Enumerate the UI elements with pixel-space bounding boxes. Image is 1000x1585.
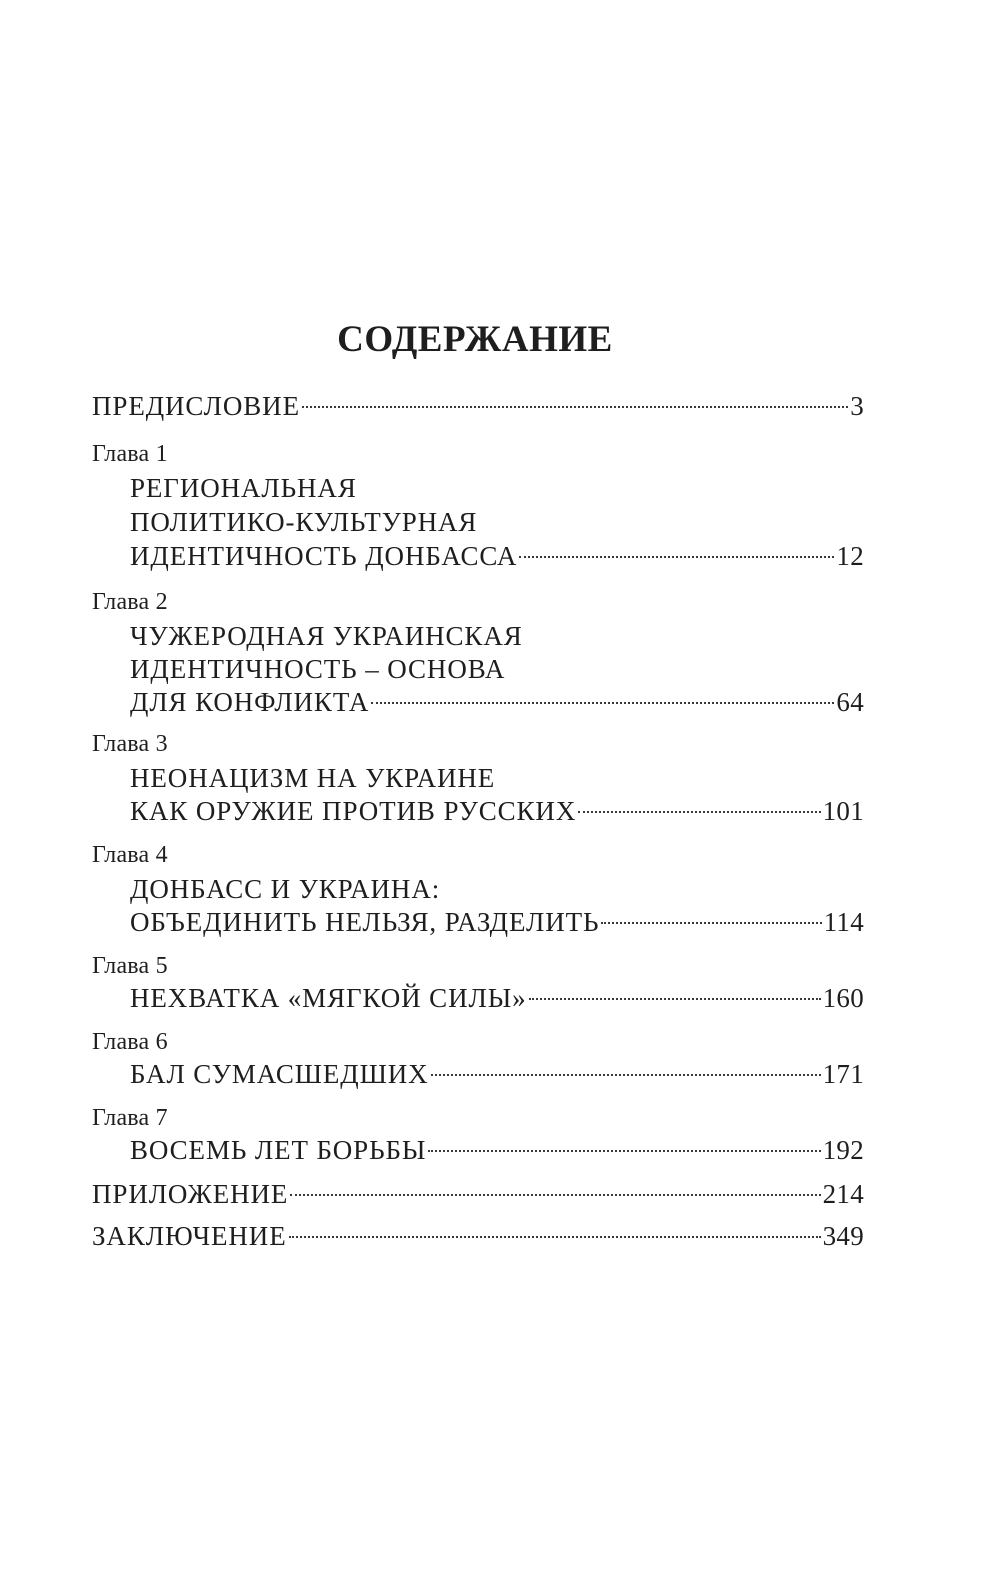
- toc-entry-title: ЧУЖЕРОДНАЯ УКРАИНСКАЯ: [130, 621, 523, 651]
- toc-entry-title: ИДЕНТИЧНОСТЬ – ОСНОВА: [130, 654, 506, 684]
- toc-entry-title: ПРИЛОЖЕНИЕ: [92, 1179, 289, 1209]
- toc-page-number: 101: [822, 796, 864, 826]
- chapter-label-text: Глава 6: [92, 1029, 168, 1055]
- toc-entry-title: ИДЕНТИЧНОСТЬ ДОНБАССА: [130, 541, 518, 571]
- toc-page-number: 64: [836, 687, 864, 717]
- toc-page-number: 114: [823, 907, 864, 937]
- toc-entry-title: ПОЛИТИКО-КУЛЬТУРНАЯ: [130, 507, 478, 537]
- dot-leader: [578, 811, 820, 813]
- toc-entry-chapter-4-line-2[interactable]: [130, 902, 864, 942]
- toc-page-number: 160: [822, 983, 864, 1013]
- toc-entry-title: РЕГИОНАЛЬНАЯ: [130, 473, 357, 503]
- toc-entry-title: ДЛЯ КОНФЛИКТА: [130, 687, 370, 717]
- toc-page-number: 214: [822, 1179, 864, 1209]
- toc-entry-title: ДОНБАСС И УКРАИНА:: [130, 874, 441, 904]
- toc-entry-conclusion[interactable]: [92, 1216, 864, 1256]
- toc-entry-title: НЕОНАЦИЗМ НА УКРАИНЕ: [130, 763, 496, 793]
- dot-leader: [290, 1194, 820, 1196]
- toc-entry-chapter-2-line-3[interactable]: [130, 682, 864, 722]
- chapter-label-text: Глава 1: [92, 441, 168, 467]
- chapter-label-text: Глава 2: [92, 589, 168, 615]
- toc-entry-title: НЕХВАТКА «МЯГКОЙ СИЛЫ»: [130, 983, 527, 1013]
- dot-leader: [529, 998, 821, 1000]
- chapter-label-text: Глава 7: [92, 1105, 168, 1131]
- toc-entry-appendix[interactable]: [92, 1174, 864, 1214]
- chapter-label-text: Глава 4: [92, 842, 168, 868]
- dot-leader: [428, 1150, 820, 1152]
- toc-page-number: 171: [822, 1059, 864, 1089]
- toc-entry-chapter-7-line-1[interactable]: [130, 1130, 864, 1170]
- toc-entry-title: БАЛ СУМАСШЕДШИХ: [130, 1059, 429, 1089]
- toc-page-number: 12: [836, 541, 864, 571]
- toc-entry-title: ВОСЕМЬ ЛЕТ БОРЬБЫ: [130, 1135, 427, 1165]
- toc-entry-title: ОБЪЕДИНИТЬ НЕЛЬЗЯ, РАЗДЕЛИТЬ: [130, 907, 600, 937]
- chapter-label-text: Глава 5: [92, 953, 168, 979]
- toc-entry-chapter-3-line-2[interactable]: [130, 791, 864, 831]
- page-title: СОДЕРЖАНИЕ: [337, 319, 613, 360]
- chapter-label-text: Глава 3: [92, 731, 168, 757]
- toc-entry-chapter-6-line-1[interactable]: [130, 1054, 864, 1094]
- dot-leader: [289, 1236, 821, 1238]
- dot-leader: [519, 556, 834, 558]
- dot-leader: [601, 922, 821, 924]
- toc-page-number: 192: [822, 1135, 864, 1165]
- toc-entry-title: КАК ОРУЖИЕ ПРОТИВ РУССКИХ: [130, 796, 577, 826]
- toc-entry-title: ЗАКЛЮЧЕНИЕ: [92, 1221, 287, 1251]
- toc-entry-chapter-1-line-3[interactable]: [130, 536, 864, 576]
- dot-leader: [371, 702, 834, 704]
- toc-entry-title: ПРЕДИСЛОВИЕ: [92, 391, 300, 421]
- dot-leader: [302, 406, 848, 408]
- toc-page-number: 3: [850, 391, 864, 421]
- toc-entry-chapter-5-line-1[interactable]: [130, 978, 864, 1018]
- toc-page-number: 349: [822, 1221, 864, 1251]
- dot-leader: [431, 1074, 821, 1076]
- toc-entry-preface[interactable]: [92, 386, 864, 426]
